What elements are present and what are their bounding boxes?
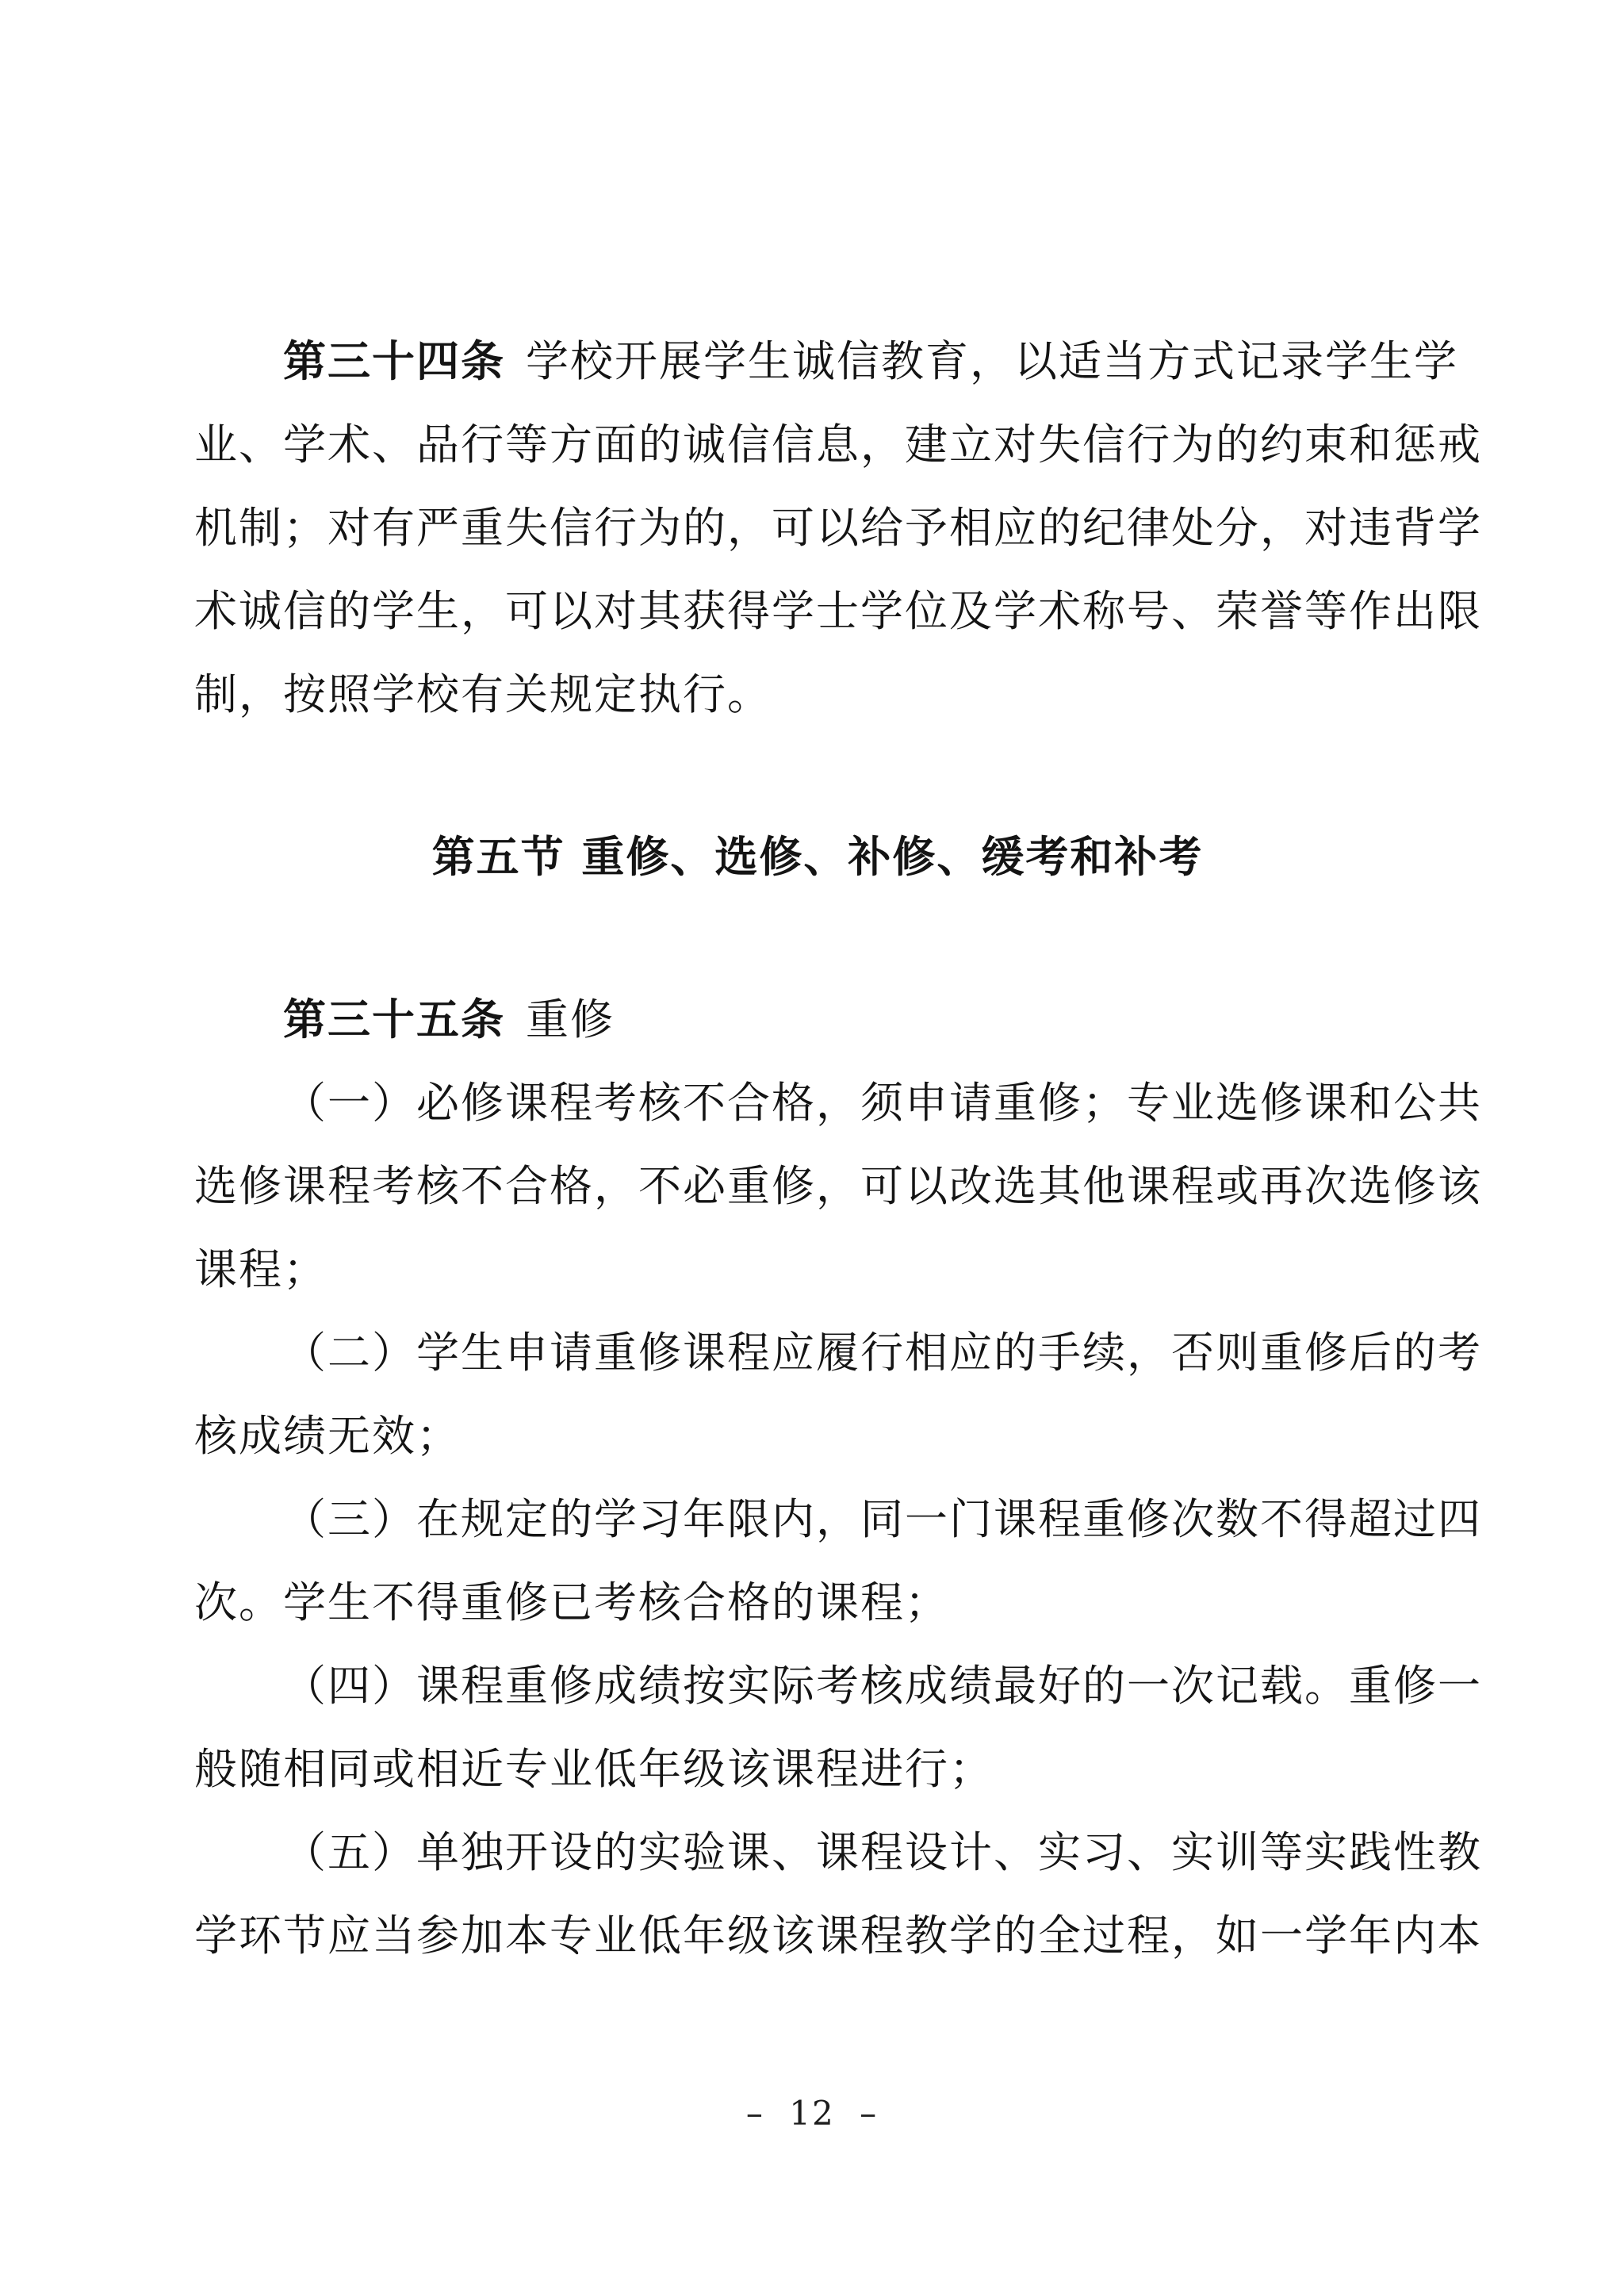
article-35-number: 第三十五条 [283, 994, 505, 1045]
section-5-heading: 第五节 重修、选修、补修、缓考和补考 [431, 831, 1204, 882]
article-35-item-1 [194, 1061, 1482, 1311]
page-number: – 12 – [745, 2094, 879, 2133]
article-34-number: 第三十四条 [283, 335, 505, 386]
text-line: （五）单独开设的实验课、课程设计、实习、实训等实践性教 [283, 1827, 1482, 1877]
article-35-item-3 [194, 1478, 1482, 1644]
text-line: 次。学生不得重修已考核合格的课程； [194, 1577, 949, 1627]
text-line: 选修课程考核不合格，不必重修，可以改选其他课程或再次选修该 [194, 1161, 1482, 1211]
article-35-item-5 [194, 1811, 1482, 1977]
text-line: 般随相同或相近专业低年级该课程进行； [194, 1744, 994, 1794]
text-line: 机制；对有严重失信行为的，可以给予相应的纪律处分，对违背学 [194, 503, 1482, 553]
text-line: 学环节应当参加本专业低年级该课程教学的全过程，如一学年内本 [194, 1911, 1482, 1961]
text-line: （一）必修课程考核不合格，须申请重修；专业选修课和公共 [283, 1078, 1482, 1128]
text-line: 业、学术、品行等方面的诚信信息，建立对失信行为的约束和惩戒 [194, 420, 1482, 470]
article-35-title-line [194, 978, 1441, 1061]
article-35-title: 重修 [526, 995, 615, 1045]
article-35-item-4 [194, 1644, 1482, 1811]
text-line: （二）学生申请重修课程应履行相应的手续，否则重修后的考 [283, 1328, 1482, 1378]
text-line: （四）课程重修成绩按实际考核成绩最好的一次记载。重修一 [283, 1661, 1482, 1711]
text-line: 制，按照学校有关规定执行。 [194, 669, 772, 719]
text-line: 课程； [194, 1244, 327, 1294]
text-line: （三）在规定的学习年限内，同一门课程重修次数不得超过四 [283, 1494, 1482, 1544]
article-35-block [194, 978, 1482, 1977]
article-34-paragraph [194, 320, 1482, 736]
text-line: 术诚信的学生，可以对其获得学士学位及学术称号、荣誉等作出限 [194, 586, 1482, 636]
text-line: 核成绩无效； [194, 1411, 461, 1461]
article-34-line-1: 学校开展学生诚信教育，以适当方式记录学生学 [526, 336, 1458, 386]
page-body [194, 320, 1482, 1977]
article-35-item-2 [194, 1311, 1482, 1478]
text-line [194, 320, 1458, 403]
